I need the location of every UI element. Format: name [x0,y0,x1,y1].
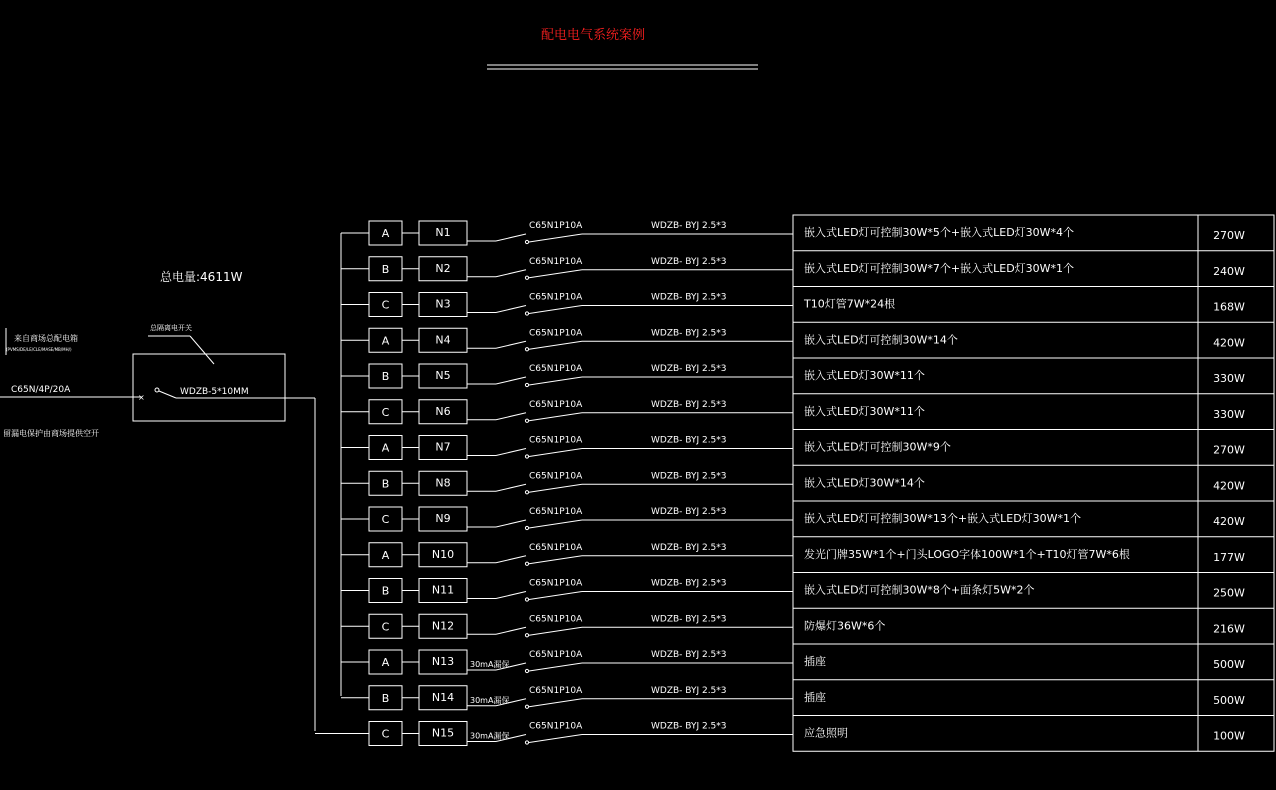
cable-label: WDZB- BYJ 2.5*3 [651,685,727,696]
circuit-id-label: N4 [435,333,451,347]
load-description: 嵌入式LED灯可控制30W*14个 [804,333,958,347]
load-description: 插座 [804,690,826,704]
diagram-title: 配电电气系统案例 [540,28,646,43]
breaker-blade [496,484,526,491]
breaker-line [529,413,582,421]
breaker-contact [525,383,528,386]
breaker-line [529,556,582,564]
breaker-contact [525,419,528,422]
cable-label: WDZB- BYJ 2.5*3 [651,399,727,410]
cable-label: WDZB- BYJ 2.5*3 [651,364,727,374]
incoming-source-sublabel: (PVMS/DE/LE/CLE/MASE/MB/MH/) [6,347,72,352]
breaker-blade [496,377,526,384]
breaker-line [529,699,582,707]
load-description: 插座 [804,655,826,668]
breaker-blade [496,556,526,563]
cable-label: WDZB- BYJ 2.5*3 [651,507,727,517]
breaker-contact [525,705,528,708]
breaker-contact [525,240,528,243]
load-description: 防爆灯36W*6个 [804,619,886,633]
load-power: 420W [1213,336,1245,350]
load-power: 270W [1213,229,1245,242]
circuit-id-label: N6 [435,404,451,418]
breaker-line [529,377,582,385]
breaker-contact [525,348,528,351]
circuit-id-label: N9 [435,512,451,525]
breaker-line [529,592,582,600]
circuit-id-label: N15 [431,726,455,740]
breaker-label: C65N1P10A [529,578,583,589]
circuit-id-label: N8 [435,476,451,490]
breaker-contact [525,276,528,279]
cable-label: WDZB- BYJ 2.5*3 [651,221,727,231]
circuit-id-label: N2 [435,261,451,275]
rcd-label: 30mA漏保 [470,731,510,741]
circuit-id-label: N3 [435,297,451,311]
breaker-blade [496,306,526,313]
circuit-id-label: N7 [435,440,451,454]
load-description: 嵌入式LED灯可控制30W*5个+嵌入式LED灯30W*4个 [804,226,1075,239]
load-power: 330W [1213,407,1245,421]
load-power: 240W [1213,264,1245,278]
incoming-breaker-label: C65N/4P/20A [11,385,71,395]
main-switch-blade [159,391,176,398]
circuit-id-label: N13 [431,655,455,668]
main-switch-label: 总隔离电开关 [150,324,192,332]
total-power-label: 总电量:4611W [160,270,243,284]
load-power: 420W [1213,479,1245,493]
breaker-contact [525,491,528,494]
breaker-label: C65N1P10A [529,650,583,660]
load-power: 270W [1213,443,1245,457]
phase-label: C [381,405,390,419]
load-power: 100W [1213,729,1245,743]
load-power: 330W [1213,372,1245,385]
breaker-blade [496,449,526,456]
circuit-id-label: N12 [431,619,455,633]
cable-label: WDZB- BYJ 2.5*3 [651,292,727,303]
circuit-id-label: N10 [431,547,455,561]
cable-label: WDZB- BYJ 2.5*3 [651,471,727,482]
cable-label: WDZB- BYJ 2.5*3 [651,578,727,589]
circuit-id-label: N5 [435,369,451,382]
load-description: 嵌入式LED灯可控制30W*8个+面条灯5W*2个 [804,583,1035,597]
load-description: 嵌入式LED灯可控制30W*13个+嵌入式LED灯30W*1个 [804,512,1082,525]
cable-label: WDZB- BYJ 2.5*3 [651,650,727,660]
breaker-contact [525,526,528,529]
phase-label: C [381,298,390,312]
breaker-label: C65N1P10A [529,542,583,553]
breaker-label: C65N1P10A [529,256,583,267]
incoming-x-mark: × [138,393,145,402]
phase-label: B [381,584,390,598]
rcd-label: 30mA漏保 [470,695,510,705]
breaker-contact [525,741,528,744]
breaker-blade [496,234,526,241]
breaker-label: C65N1P10A [529,292,583,303]
main-switch-leader-2 [190,336,214,364]
circuit-rows [315,215,1274,751]
breaker-blade [496,341,526,348]
breaker-line [529,234,582,242]
load-power: 500W [1213,693,1245,707]
load-description: 嵌入式LED灯30W*11个 [804,369,925,382]
phase-label: A [381,548,390,562]
incoming-source-label: 来自商场总配电箱 [14,334,78,343]
load-description: 嵌入式LED灯可控制30W*9个 [804,440,951,454]
breaker-label: C65N1P10A [529,685,583,696]
breaker-blade [496,413,526,420]
load-power: 168W [1213,300,1245,314]
breaker-label: C65N1P10A [529,721,583,732]
breaker-blade [496,270,526,277]
breaker-line [529,270,582,278]
breaker-label: C65N1P10A [529,364,583,374]
circuit-id-label: N14 [431,690,455,704]
breaker-line [529,306,582,314]
breaker-line [529,484,582,492]
breaker-label: C65N1P10A [529,221,583,231]
breaker-label: C65N1P10A [529,471,583,482]
circuit-id-label: N11 [431,583,455,597]
breaker-line [529,341,582,349]
load-power: 420W [1213,515,1245,528]
load-power: 177W [1213,550,1245,564]
incoming-note: 留漏电保护由商场提供空开 [3,429,99,438]
cable-label: WDZB- BYJ 2.5*3 [651,328,727,339]
load-description: 发光门牌35W*1个+门头LOGO字体100W*1个+T10灯管7W*6根 [804,547,1130,561]
breaker-label: C65N1P10A [529,328,583,339]
breaker-contact [525,634,528,637]
load-power: 500W [1213,658,1245,671]
phase-label: A [381,227,390,240]
phase-label: B [381,262,390,276]
load-power: 250W [1213,586,1245,600]
cable-label: WDZB- BYJ 2.5*3 [651,542,727,553]
phase-label: A [381,656,390,669]
load-description: 嵌入式LED灯30W*14个 [804,476,925,490]
phase-label: B [381,691,390,705]
phase-label: A [381,334,390,348]
breaker-label: C65N1P10A [529,435,583,446]
breaker-blade [496,520,526,527]
breaker-line [529,627,582,635]
cable-label: WDZB- BYJ 2.5*3 [651,256,727,267]
phase-label: C [381,727,390,741]
cable-label: WDZB- BYJ 2.5*3 [651,435,727,446]
breaker-blade [496,592,526,599]
breaker-line [529,735,582,743]
breaker-blade [496,627,526,634]
phase-label: C [381,513,390,526]
breaker-contact [525,562,528,565]
phase-label: A [381,441,390,455]
rcd-label: 30mA漏保 [470,660,510,669]
breaker-contact [525,598,528,601]
breaker-label: C65N1P10A [529,399,583,410]
breaker-contact [525,312,528,315]
load-power: 216W [1213,622,1245,636]
breaker-line [529,449,582,457]
phase-label: C [381,620,390,634]
phase-label: B [381,477,390,491]
cable-label: WDZB- BYJ 2.5*3 [651,614,727,625]
circuit-id-label: N1 [435,226,451,239]
load-description: 嵌入式LED灯可控制30W*7个+嵌入式LED灯30W*1个 [804,261,1075,275]
main-switch-contact [155,388,159,392]
breaker-contact [525,669,528,672]
main-cable-label: WDZB-5*10MM [180,387,249,397]
cable-label: WDZB- BYJ 2.5*3 [651,721,727,732]
breaker-line [529,520,582,528]
load-description: 应急照明 [804,726,848,740]
breaker-label: C65N1P10A [529,507,583,517]
load-description: 嵌入式LED灯30W*11个 [804,404,925,418]
phase-label: B [381,370,390,383]
load-description: T10灯管7W*24根 [804,297,896,311]
breaker-line [529,663,582,671]
breaker-label: C65N1P10A [529,614,583,625]
breaker-contact [525,455,528,458]
